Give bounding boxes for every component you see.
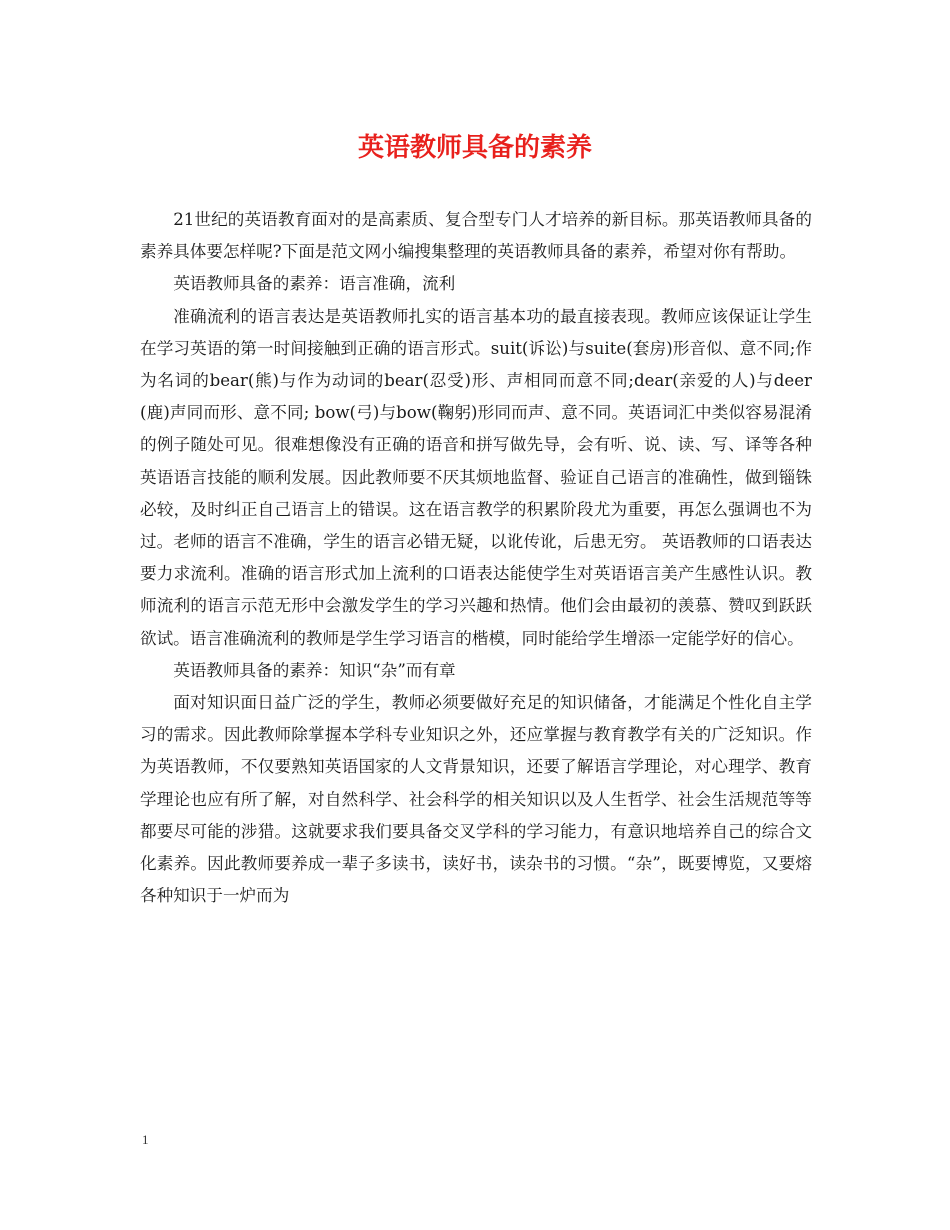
paragraph-intro: 21世纪的英语教育面对的是高素质、复合型专门人才培养的新目标。那英语教师具备的素养具体要怎样呢?下面是范文网小编搜集整理的英语教师具备的素养，希望对你有帮助。 — [140, 210, 812, 262]
document-title: 英语教师具备的素养 — [357, 133, 592, 163]
section-heading-knowledge: 英语教师具备的素养：知识“杂”而有章 — [173, 660, 456, 680]
paragraph-language: 准确流利的语言表达是英语教师扎实的语言基本功的最直接表现。教师应该保证让学生在学习英语的第一时间接触到正确的语言形式。suit(诉讼)与suite(套房)形音似、意不同;作为名词的bear(熊)与作为动词的bear(忍受)形、声相同而意不同;dear(亲爱的人)与deer(鹿)声同而形、意不同; bow(弓)与bow(鞠躬)形同而声、意不同。英语词汇中类似容易混淆的例子随处可见。很难想像没有正确的语音和拼写做先导，会有听、说、读、写、译等各种英语语言技能的顺利发展。因此教师要不厌其烦地监督、验证自己语言的准确性，做到锱铢必较，及时纠正自己语言上的错误。这在语言教学的积累阶段尤为重要，再怎么强调也不为过。老师的语言不准确，学生的语言必错无疑，以讹传讹，后患无穷。 英语教师的口语表达要力求流利。准确的语言形式加上流利的口语表达能使学生对英语语言美产生感性认识。教师流利的语言示范无形中会激发学生的学习兴趣和热情。他们会由最初的羡慕、赞叹到跃跃欲试。语言准确流利的教师是学生学习语言的楷模，同时能给学生增添一定能学好的信心。 — [140, 306, 812, 648]
document-body — [140, 204, 812, 912]
page-number: 1 — [142, 1132, 149, 1147]
paragraph-knowledge: 面对知识面日益广泛的学生，教师必须要做好充足的知识储备，才能满足个性化自主学习的需求。因此教师除掌握本学科专业知识之外，还应掌握与教育教学有关的广泛知识。作为英语教师，不仅要熟知英语国家的人文背景知识，还要了解语言学理论，对心理学、教育学理论也应有所了解，对自然科学、社会科学的相关知识以及人生哲学、社会生活规范等等都要尽可能的涉猎。这就要求我们要具备交叉学科的学习能力，有意识地培养自己的综合文化素养。因此教师要养成一辈子多读书，读好书，读杂书的习惯。“杂”，既要博览，又要熔各种知识于一炉而为 — [140, 693, 812, 906]
section-heading-language: 英语教师具备的素养：语言准确，流利 — [173, 274, 456, 294]
